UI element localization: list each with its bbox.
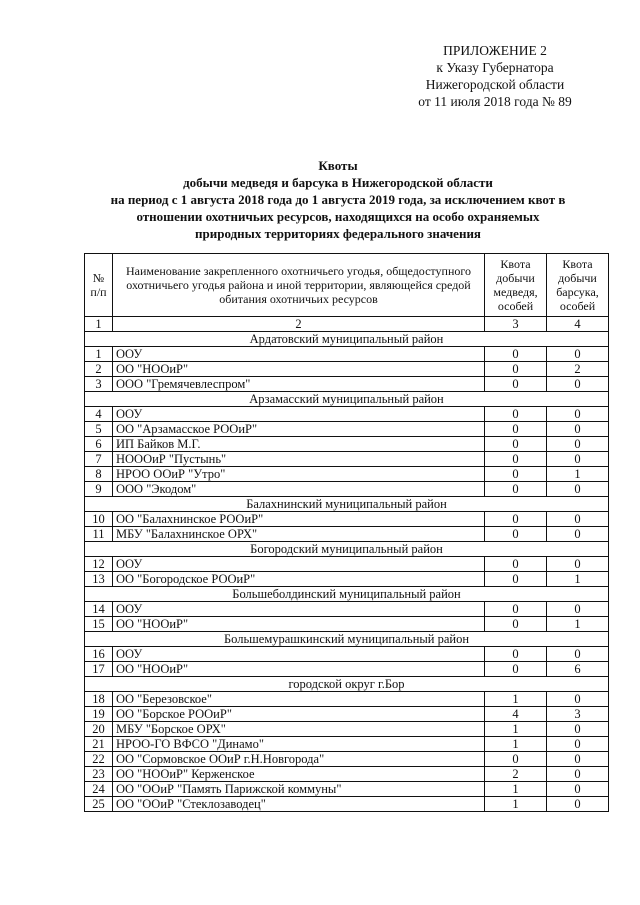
table-row (85, 407, 609, 422)
row-number: 24 (85, 782, 113, 797)
table-row (85, 767, 609, 782)
hunting-ground-name: МБУ "Балахнинское ОРХ" (113, 527, 485, 542)
badger-quota: 0 (547, 347, 609, 362)
bear-quota: 1 (485, 722, 547, 737)
row-number: 21 (85, 737, 113, 752)
badger-quota: 1 (547, 467, 609, 482)
badger-quota: 0 (547, 767, 609, 782)
appendix-line-3: Нижегородской области (425, 77, 565, 92)
badger-quota: 0 (547, 512, 609, 527)
table-row (85, 422, 609, 437)
hunting-ground-name: НРОО-ГО ВФСО "Динамо" (113, 737, 485, 752)
bear-quota: 0 (485, 647, 547, 662)
district-name: Арзамасский муниципальный район (85, 392, 609, 407)
column-number: 2 (113, 317, 485, 332)
bear-quota: 0 (485, 437, 547, 452)
title-line-4: отношении охотничьих ресурсов, находящихся на особо охраняемых (136, 209, 540, 224)
table-row (85, 737, 609, 752)
hunting-ground-name: ОО "НООиР" (113, 662, 485, 677)
row-number: 15 (85, 617, 113, 632)
district-row (85, 392, 609, 407)
title-line-1: Квоты (318, 158, 358, 173)
table-row (85, 512, 609, 527)
hunting-ground-name: ОО "Балахнинское РООиР" (113, 512, 485, 527)
table-row (85, 722, 609, 737)
row-number: 11 (85, 527, 113, 542)
column-number: 3 (485, 317, 547, 332)
bear-quota: 0 (485, 527, 547, 542)
table-body (85, 332, 609, 812)
table-row (85, 707, 609, 722)
badger-quota: 6 (547, 662, 609, 677)
hunting-ground-name: ООУ (113, 602, 485, 617)
row-number: 17 (85, 662, 113, 677)
appendix-line-1: ПРИЛОЖЕНИЕ 2 (443, 43, 547, 58)
hunting-ground-name: ОО "НООиР" Керженское (113, 767, 485, 782)
hunting-ground-name: ОО "Сормовское ООиР г.Н.Новгорода" (113, 752, 485, 767)
hunting-ground-name: ИП Байков М.Г. (113, 437, 485, 452)
badger-quota: 0 (547, 692, 609, 707)
hunting-ground-name: ОО "Богородское РООиР" (113, 572, 485, 587)
row-number: 22 (85, 752, 113, 767)
badger-quota: 0 (547, 722, 609, 737)
bear-quota: 0 (485, 512, 547, 527)
bear-quota: 1 (485, 797, 547, 812)
badger-quota: 1 (547, 572, 609, 587)
badger-quota: 0 (547, 527, 609, 542)
header-badger: Квота добычи барсука, особей (547, 254, 609, 317)
header-num: № п/п (85, 254, 113, 317)
row-number: 3 (85, 377, 113, 392)
badger-quota: 0 (547, 482, 609, 497)
hunting-ground-name: ООУ (113, 647, 485, 662)
district-name: Большеболдинский муниципальный район (85, 587, 609, 602)
hunting-ground-name: ООО "Гремячевлеспром" (113, 377, 485, 392)
row-number: 5 (85, 422, 113, 437)
row-number: 7 (85, 452, 113, 467)
appendix-header (400, 42, 590, 110)
title-line-3: на период с 1 августа 2018 года до 1 августа 2019 года, за исключением квот в (110, 192, 566, 207)
badger-quota: 0 (547, 647, 609, 662)
badger-quota: 0 (547, 452, 609, 467)
bear-quota: 0 (485, 407, 547, 422)
badger-quota: 1 (547, 617, 609, 632)
table-row (85, 527, 609, 542)
bear-quota: 0 (485, 482, 547, 497)
bear-quota: 0 (485, 452, 547, 467)
badger-quota: 3 (547, 707, 609, 722)
badger-quota: 0 (547, 422, 609, 437)
bear-quota: 0 (485, 572, 547, 587)
table-row (85, 692, 609, 707)
hunting-ground-name: ООУ (113, 407, 485, 422)
table-row (85, 752, 609, 767)
column-number-row (85, 317, 609, 332)
hunting-ground-name: ООУ (113, 347, 485, 362)
bear-quota: 0 (485, 662, 547, 677)
row-number: 19 (85, 707, 113, 722)
bear-quota: 4 (485, 707, 547, 722)
header-bear: Квота добычи медведя, особей (485, 254, 547, 317)
document-title (60, 157, 616, 242)
hunting-ground-name: ОО "Борское РООиР" (113, 707, 485, 722)
bear-quota: 0 (485, 422, 547, 437)
bear-quota: 1 (485, 692, 547, 707)
bear-quota: 0 (485, 362, 547, 377)
row-number: 9 (85, 482, 113, 497)
table-row (85, 437, 609, 452)
row-number: 1 (85, 347, 113, 362)
row-number: 18 (85, 692, 113, 707)
appendix-line-2: к Указу Губернатора (436, 60, 554, 75)
badger-quota: 0 (547, 752, 609, 767)
badger-quota: 0 (547, 377, 609, 392)
table-header-row (85, 254, 609, 317)
table-row (85, 362, 609, 377)
table-row (85, 782, 609, 797)
row-number: 13 (85, 572, 113, 587)
district-name: Ардатовский муниципальный район (85, 332, 609, 347)
table-row (85, 662, 609, 677)
district-row (85, 632, 609, 647)
bear-quota: 2 (485, 767, 547, 782)
table-row (85, 557, 609, 572)
row-number: 20 (85, 722, 113, 737)
row-number: 16 (85, 647, 113, 662)
column-number: 1 (85, 317, 113, 332)
row-number: 8 (85, 467, 113, 482)
row-number: 12 (85, 557, 113, 572)
badger-quota: 0 (547, 557, 609, 572)
bear-quota: 1 (485, 782, 547, 797)
table-row (85, 617, 609, 632)
header-name: Наименование закрепленного охотничьего угодья, общедоступного охотничьего угодья района и иной территории, являющейся средой обитания охотничьих ресурсов (113, 254, 485, 317)
district-row (85, 332, 609, 347)
table-row (85, 482, 609, 497)
district-row (85, 587, 609, 602)
badger-quota: 0 (547, 782, 609, 797)
bear-quota: 0 (485, 377, 547, 392)
hunting-ground-name: НРОО ООиР "Утро" (113, 467, 485, 482)
appendix-line-4: от 11 июля 2018 года № 89 (418, 94, 572, 109)
hunting-ground-name: ОО "Арзамасское РООиР" (113, 422, 485, 437)
table-row (85, 452, 609, 467)
badger-quota: 0 (547, 407, 609, 422)
badger-quota: 0 (547, 797, 609, 812)
hunting-ground-name: ОО "НООиР" (113, 362, 485, 377)
hunting-ground-name: ОО "ООиР "Память Парижской коммуны" (113, 782, 485, 797)
bear-quota: 0 (485, 602, 547, 617)
badger-quota: 0 (547, 602, 609, 617)
district-row (85, 677, 609, 692)
table-row (85, 347, 609, 362)
district-name: городской округ г.Бор (85, 677, 609, 692)
bear-quota: 0 (485, 467, 547, 482)
quota-table (84, 253, 609, 812)
row-number: 14 (85, 602, 113, 617)
table-row (85, 647, 609, 662)
badger-quota: 2 (547, 362, 609, 377)
row-number: 2 (85, 362, 113, 377)
bear-quota: 0 (485, 557, 547, 572)
district-row (85, 542, 609, 557)
row-number: 25 (85, 797, 113, 812)
table-row (85, 467, 609, 482)
badger-quota: 0 (547, 737, 609, 752)
district-name: Богородский муниципальный район (85, 542, 609, 557)
district-name: Большемурашкинский муниципальный район (85, 632, 609, 647)
row-number: 23 (85, 767, 113, 782)
hunting-ground-name: НОООиР "Пустынь" (113, 452, 485, 467)
hunting-ground-name: МБУ "Борское ОРХ" (113, 722, 485, 737)
bear-quota: 0 (485, 752, 547, 767)
table-row (85, 602, 609, 617)
bear-quota: 1 (485, 737, 547, 752)
table-row (85, 377, 609, 392)
title-line-2: добычи медведя и барсука в Нижегородской области (183, 175, 493, 190)
hunting-ground-name: ООО "Экодом" (113, 482, 485, 497)
table-row (85, 797, 609, 812)
row-number: 10 (85, 512, 113, 527)
row-number: 6 (85, 437, 113, 452)
bear-quota: 0 (485, 617, 547, 632)
column-number: 4 (547, 317, 609, 332)
title-line-5: природных территориях федерального значения (195, 226, 481, 241)
hunting-ground-name: ОО "НООиР" (113, 617, 485, 632)
district-row (85, 497, 609, 512)
district-name: Балахнинский муниципальный район (85, 497, 609, 512)
hunting-ground-name: ООУ (113, 557, 485, 572)
row-number: 4 (85, 407, 113, 422)
bear-quota: 0 (485, 347, 547, 362)
badger-quota: 0 (547, 437, 609, 452)
table-row (85, 572, 609, 587)
hunting-ground-name: ОО "ООиР "Стеклозаводец" (113, 797, 485, 812)
hunting-ground-name: ОО "Березовское" (113, 692, 485, 707)
